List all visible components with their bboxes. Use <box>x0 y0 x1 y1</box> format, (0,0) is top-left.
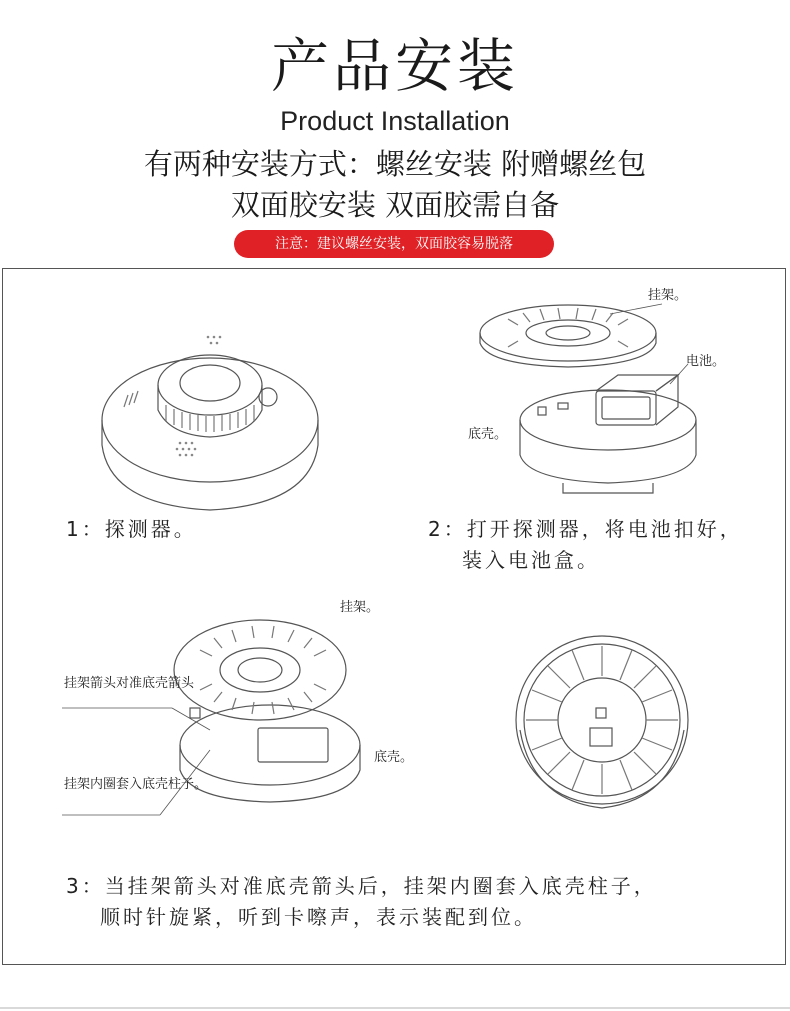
tape-install-text: 双面胶安装 双面胶需自备 <box>230 188 560 222</box>
label-base-3: 底壳。 <box>374 750 414 765</box>
assembled-illustration <box>512 630 692 820</box>
install-methods-text: 有两种安装方式：螺丝安装 附赠螺丝包 <box>143 147 647 181</box>
detector-illustration <box>100 315 330 515</box>
label-post-3: 挂架内圈套入底壳柱子。 <box>64 777 208 792</box>
step2-caption-line1: 2：打开探测器，将电池扣好， <box>428 517 743 541</box>
label-arrow-3: 挂架箭头对准底壳箭头 <box>64 676 195 691</box>
leader-line-bracket-2 <box>600 300 680 320</box>
label-bracket-3: 挂架。 <box>340 600 380 615</box>
step2-caption-line2: 装入电池盒。 <box>462 548 600 572</box>
label-bracket-2: 挂架。 <box>648 288 688 303</box>
page-title: 产品安装 <box>270 32 519 100</box>
step3-caption-line1: 3：当挂架箭头对准底壳箭头后，挂架内圈套入底壳柱子， <box>66 874 657 898</box>
leader-line-battery-2 <box>650 362 700 392</box>
step1-caption: 1：探测器。 <box>66 517 197 541</box>
bottom-divider <box>0 1007 790 1009</box>
page-subtitle: Product Installation <box>280 106 510 136</box>
label-battery-2: 电池。 <box>686 354 726 369</box>
notice-badge: 注意：建议螺丝安装，双面胶容易脱落 <box>234 230 554 258</box>
label-base-2: 底壳。 <box>468 427 508 442</box>
battery-illustration <box>478 295 703 500</box>
leader-lines-3 <box>60 690 220 820</box>
step3-caption-line2: 顺时针旋紧，听到卡嚓声，表示装配到位。 <box>100 905 537 929</box>
